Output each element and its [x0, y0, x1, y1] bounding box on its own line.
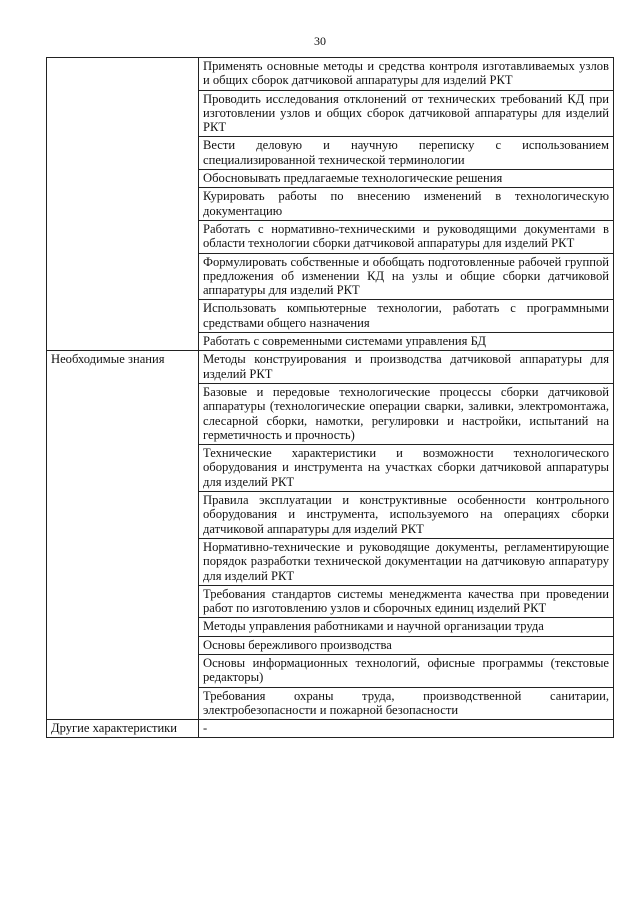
requirement-item: Вести деловую и научную переписку с использованием специализированной технической терминологии	[199, 137, 614, 170]
requirement-item: Базовые и передовые технологические процессы сборки датчиковой аппаратуры (технологические операции сварки, заливки, электромонтажа, слесарной сборки, намотки, регулировки и настройки, испытаний на герметичность и прочность)	[199, 383, 614, 444]
requirement-item: Формулировать собственные и обобщать подготовленные рабочей группой предложения об изменении КД на узлы и общие сборки датчиковой аппаратуры для изделий РКТ	[199, 253, 614, 300]
requirement-item: Работать с нормативно-техническими и руководящими документами в области технологии сборки датчиковой аппаратуры для изделий РКТ	[199, 220, 614, 253]
requirement-item: Основы информационных технологий, офисные программы (текстовые редакторы)	[199, 654, 614, 687]
requirement-item: Правила эксплуатации и конструктивные особенности контрольного оборудования и инструмента, используемого на операциях сборки датчиковой аппаратуры для изделий РКТ	[199, 492, 614, 539]
requirements-table	[46, 57, 614, 738]
section-label: Другие характеристики	[47, 720, 199, 738]
requirement-item: Требования стандартов системы менеджмента качества при проведении работ по изготовлению узлов и сборочных единиц изделий РКТ	[199, 585, 614, 618]
requirement-item: Требования охраны труда, производственной санитарии, электробезопасности и пожарной безопасности	[199, 687, 614, 720]
requirement-item: Применять основные методы и средства контроля изготавливаемых узлов и общих сборок датчиковой аппаратуры для изделий РКТ	[199, 58, 614, 91]
requirement-item: Работать с современными системами управления БД	[199, 333, 614, 351]
requirement-item: Методы конструирования и производства датчиковой аппаратуры для изделий РКТ	[199, 351, 614, 384]
requirement-item: Курировать работы по внесению изменений в технологическую документацию	[199, 188, 614, 221]
requirement-item: Обосновывать предлагаемые технологические решения	[199, 170, 614, 188]
requirement-item: Проводить исследования отклонений от технических требований КД при изготовлении узлов и общих сборок датчиковой аппаратуры для изделий РКТ	[199, 90, 614, 137]
table-row	[47, 351, 614, 384]
requirement-item: Методы управления работниками и научной организации труда	[199, 618, 614, 636]
requirement-item: -	[199, 720, 614, 738]
table-row	[47, 720, 614, 738]
requirement-item: Технические характеристики и возможности технологического оборудования и инструмента на участках сборки датчиковой аппаратуры для изделий РКТ	[199, 445, 614, 492]
section-label: Необходимые знания	[47, 351, 199, 720]
requirements-table-body	[47, 58, 614, 738]
requirement-item: Использовать компьютерные технологии, работать с программными средствами общего назначения	[199, 300, 614, 333]
table-row	[47, 58, 614, 91]
section-label	[47, 58, 199, 351]
page-number: 30	[314, 34, 326, 48]
requirement-item: Нормативно-технические и руководящие документы, регламентирующие порядок разработки технической документации на датчиковую аппаратуру для изделий РКТ	[199, 538, 614, 585]
requirement-item: Основы бережливого производства	[199, 636, 614, 654]
